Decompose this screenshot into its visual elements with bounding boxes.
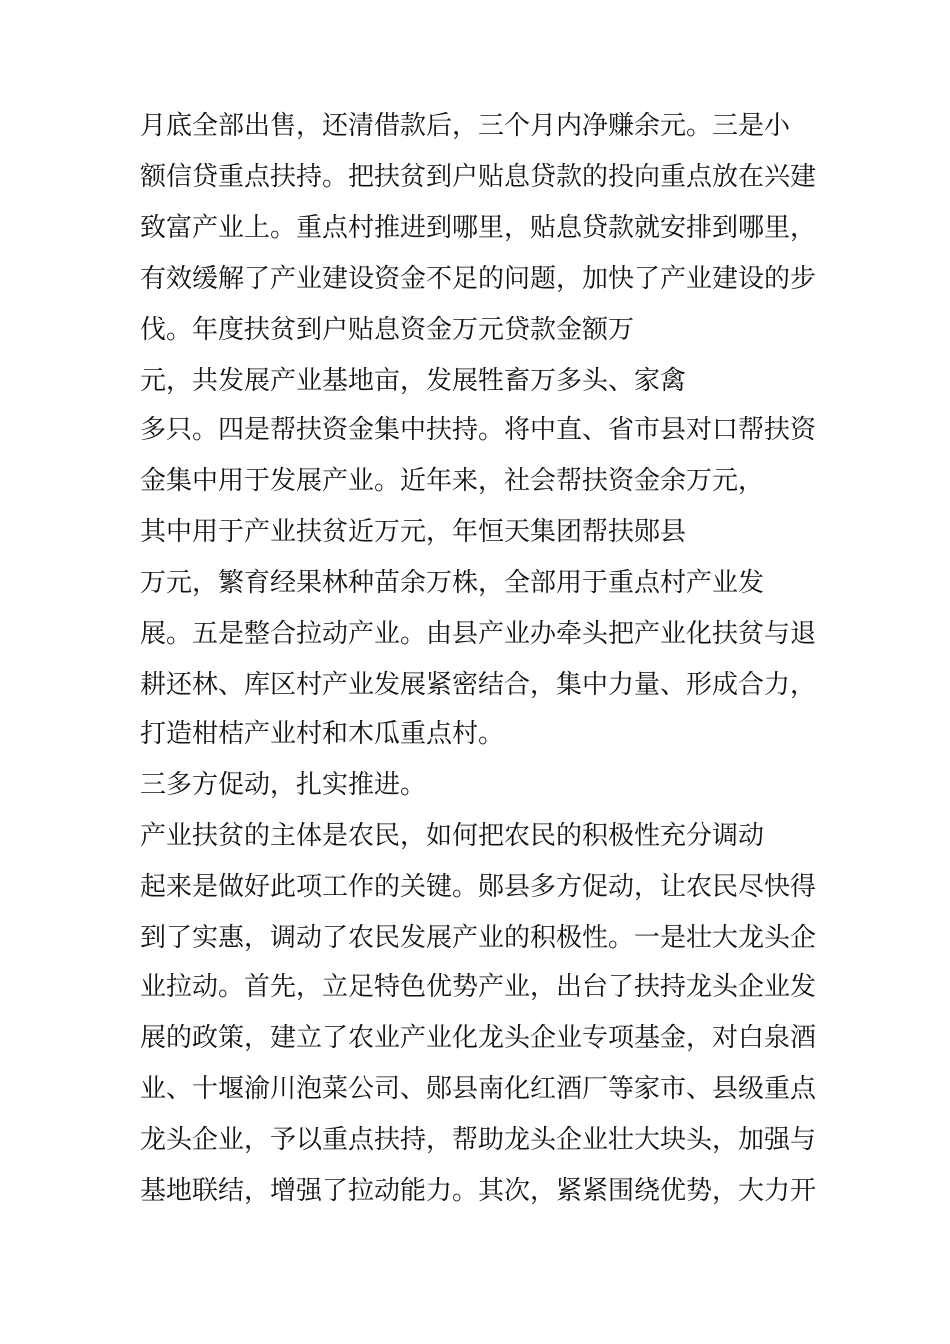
text-line: 基地联结，增强了拉动能力。其次，紧紧围绕优势，大力开 xyxy=(140,1176,817,1206)
text-line: 元，共发展产业基地亩，发展牲畜万多头、家禽 xyxy=(140,366,687,396)
text-line: 月底全部出售，还清借款后，三个月内净赚余元。三是小 xyxy=(140,111,791,141)
text-line: 打造柑桔产业村和木瓜重点村。 xyxy=(140,719,505,749)
text-line: 龙头企业，予以重点扶持，帮助龙头企业壮大块头，加强与 xyxy=(140,1125,817,1155)
text-line: 金集中用于发展产业。近年来，社会帮扶资金余万元， xyxy=(140,466,765,496)
text-line: 展的政策，建立了农业产业化龙头企业专项基金，对白泉酒 xyxy=(140,1023,817,1053)
text-line: 有效缓解了产业建设资金不足的问题，加快了产业建设的步 xyxy=(140,264,817,294)
text-line: 额信贷重点扶持。把扶贫到户贴息贷款的投向重点放在兴建 xyxy=(140,162,817,192)
text-line: 起来是做好此项工作的关键。郧县多方促动，让农民尽快得 xyxy=(140,872,817,902)
text-line: 业、十堰渝川泡菜公司、郧县南化红酒厂等家市、县级重点 xyxy=(140,1074,817,1104)
text-line: 产业扶贫的主体是农民，如何把农民的积极性充分调动 xyxy=(140,821,765,851)
text-line: 业拉动。首先，立足特色优势产业，出台了扶持龙头企业发 xyxy=(140,972,817,1002)
text-line: 其中用于产业扶贫近万元，年恒天集团帮扶郧县 xyxy=(140,517,687,547)
text-line: 耕还林、库区村产业发展紧密结合，集中力量、形成合力， xyxy=(140,670,817,700)
text-line: 万元，繁育经果林种苗余万株，全部用于重点村产业发 xyxy=(140,568,765,598)
section-heading: 三多方促动，扎实推进。 xyxy=(140,770,427,800)
text-line: 展。五是整合拉动产业。由县产业办牵头把产业化扶贫与退 xyxy=(140,619,817,649)
text-line: 伐。年度扶贫到户贴息资金万元贷款金额万 xyxy=(140,315,635,345)
text-line: 到了实惠，调动了农民发展产业的积极性。一是壮大龙头企 xyxy=(140,923,817,953)
text-line: 致富产业上。重点村推进到哪里，贴息贷款就安排到哪里， xyxy=(140,213,817,243)
text-line: 多只。四是帮扶资金集中扶持。将中直、省市县对口帮扶资 xyxy=(140,415,817,445)
